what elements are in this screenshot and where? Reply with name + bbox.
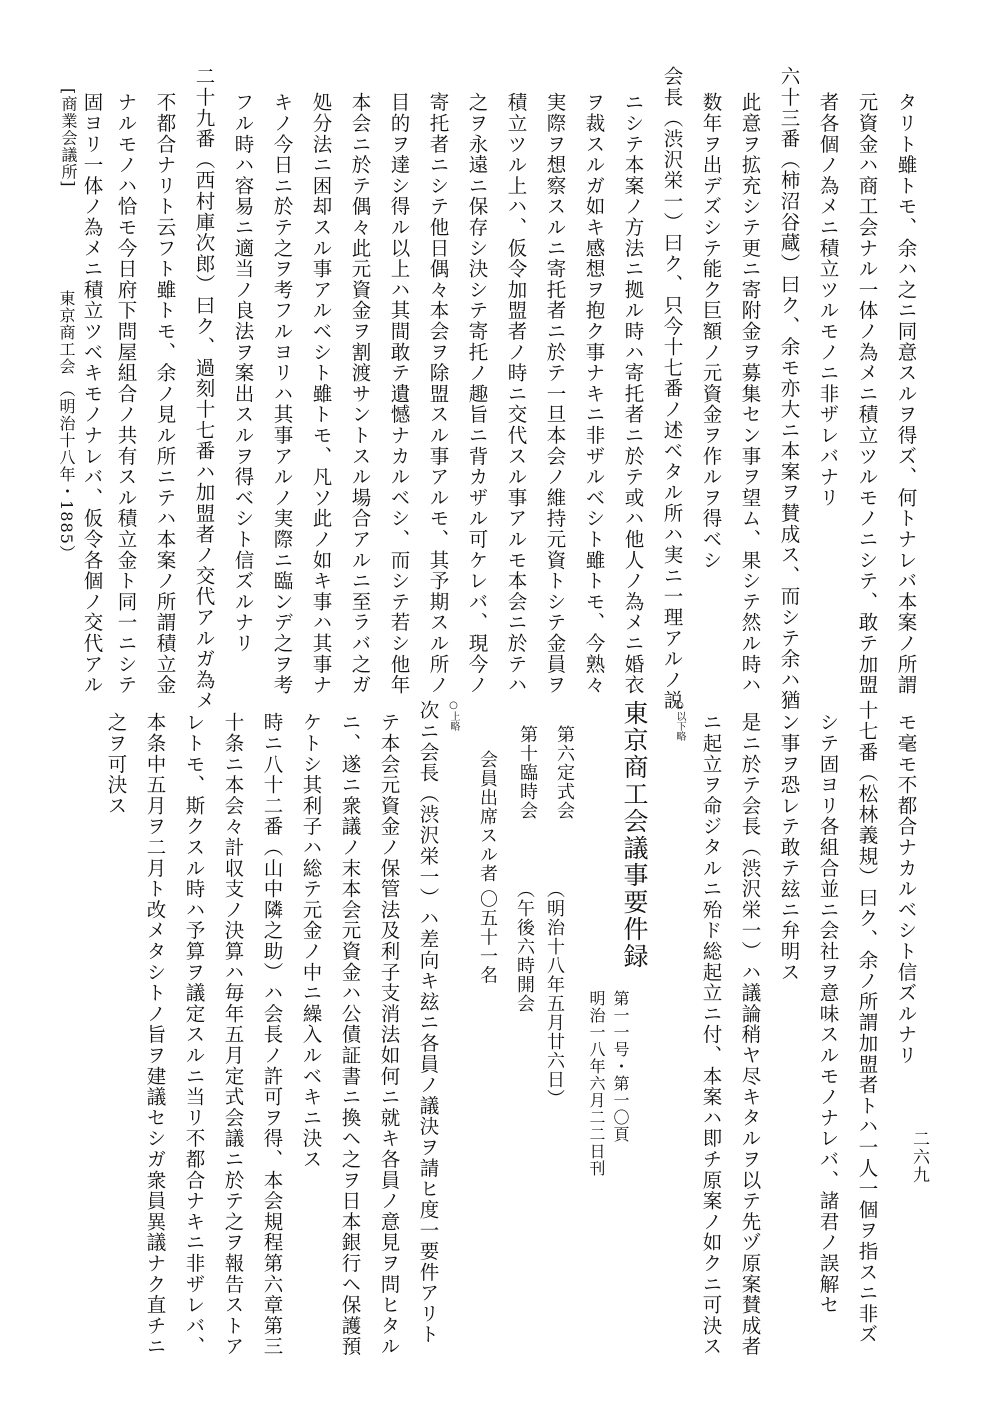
text-column: 是ニ於テ会長（渋沢栄一）ハ議論稍ヤ尽キタルヲ以テ先ヅ原案賛成者 xyxy=(738,712,762,1357)
text-column: ケトシ其利子ハ総テ元金ノ中ニ繰入ルベキニ決ス xyxy=(299,712,323,1170)
source-label: [商業会議所] xyxy=(59,88,78,188)
text-column: 次ニ会長（渋沢栄一）ハ差向キ玆ニ各員ノ議決ヲ請ヒ度一要件アリト xyxy=(416,700,440,1345)
text-column: 者各個ノ為メニ積立ツルモノニ非ザレバナリ xyxy=(816,92,840,508)
text-column: 二十九番（西村庫次郎）曰ク、過刻十七番ハ加盟者ノ交代アルガ為メ xyxy=(192,66,216,711)
text-column: 六十三番（柿沼谷蔵）曰ク、余モ亦大ニ本案ヲ賛成ス、而シテ余ハ猶 xyxy=(777,66,801,711)
text-column: フル時ハ容易ニ適当ノ良法ヲ案出スルヲ得ベシト信ズルナリ xyxy=(231,92,255,654)
record-title: 東京商工会議事要件録 xyxy=(620,700,649,970)
record-date: 明治一八年六月二二日刊 xyxy=(587,990,606,1177)
text-column: ナルモノハ恰モ今日府下問屋組合ノ共有スル積立金ト同一ニシテ xyxy=(114,92,138,696)
text-column: 寄托者ニシテ他日偶々本会ヲ除盟スル事アルモ、其予期スル所ノ xyxy=(426,92,450,696)
text-column: テ本会元資金ノ保管法及利子支消法如何ニ就キ各員ノ意見ヲ問ヒタル xyxy=(377,712,401,1357)
text-column: ヲ裁スルガ如キ感想ヲ抱ク事ナキニ非ザルベシト雖トモ、今熟々 xyxy=(582,92,606,696)
text-column: 元資金ハ商工会ナル一体ノ為メニ積立ツルモノニシテ、敢テ加盟 xyxy=(855,92,879,696)
meeting-name-1: 第六定式会 xyxy=(554,725,575,820)
page-number: 二六九 xyxy=(909,1130,929,1184)
omission-note: ○以下略 xyxy=(674,700,685,741)
text-column: レトモ、斯クスル時ハ予算ヲ議定スルニ当リ不都合ナキニ非ザレバ、 xyxy=(182,712,206,1357)
text-column: キノ今日ニ於テ之ヲ考フルヨリハ其事アルノ実際ニ臨ンデ之ヲ考 xyxy=(270,92,294,696)
text-column: ン事ヲ恐レテ敢テ玆ニ弁明ス xyxy=(777,712,801,983)
text-column: 積立ツル上ハ、仮令加盟者ノ時ニ交代スル事アルモ本会ニ於テハ xyxy=(504,92,528,696)
text-column: 時ニ八十二番（山中隣之助）ハ会長ノ許可ヲ得、本会規程第六章第三 xyxy=(260,712,284,1357)
meeting-name-2: 第十臨時会 xyxy=(517,725,538,820)
text-column: 本条中五月ヲ二月ト改メタシトノ旨ヲ建議セシガ衆員異議ナク直チニ xyxy=(143,712,167,1357)
text-column: タリト雖トモ、余ハ之ニ同意スルヲ得ズ、何トナレバ本案ノ所謂 xyxy=(894,92,918,696)
text-column: 処分法ニ困却スル事アルベシト雖トモ、凡ソ此ノ如キ事ハ其事ナ xyxy=(309,92,333,696)
text-column: ニ、遂ニ衆議ノ末本会元資金ハ公債証書ニ換ヘ之ヲ日本銀行ヘ保護預 xyxy=(338,712,362,1357)
org-and-year: 東京商工会 （明治十八年・1885） xyxy=(57,290,76,562)
text-column: 十七番（松林義規）曰ク、余ノ所謂加盟者トハ一人一個ヲ指スニ非ズ xyxy=(855,700,879,1345)
text-column: シテ固ヨリ各組合並ニ会社ヲ意味スルモノナレバ、諸君ノ誤解セ xyxy=(816,712,840,1316)
text-column: ニシテ本案ノ方法ニ拠ル時ハ寄托者ニ於テ或ハ他人ノ為メニ婚衣 xyxy=(621,92,645,696)
text-column: 実際ヲ想察スルニ寄托者ニ於テ一旦本会ノ維持元資トシテ金員ヲ xyxy=(543,92,567,696)
attendance: 会員出席スル者 〇五十一名 xyxy=(477,750,498,985)
omission-note: ○上略 xyxy=(448,700,459,731)
text-column: 会長（渋沢栄一）曰ク、只今十七番ノ述ベタル所ハ実ニ一理アルノ説 xyxy=(660,66,684,711)
text-column: 本会ニ於テ偶々此元資金ヲ割渡サントスル場合アルニ至ラバ之ガ xyxy=(348,92,372,696)
meeting-time: （午後六時開会 xyxy=(514,880,535,1013)
text-column: モ毫モ不都合ナカルベシト信ズルナリ xyxy=(894,712,918,1066)
text-column: 之ヲ永遠ニ保存シ決シテ寄托ノ趣旨ニ背カザル可ケレバ、現今ノ xyxy=(465,92,489,696)
text-column: 目的ヲ達シ得ル以上ハ其間敢テ遺憾ナカルベシ、而シテ若シ他年 xyxy=(387,92,411,696)
record-issue: 第一一号・第一〇頁 xyxy=(611,990,630,1143)
text-column: 数年ヲ出デズシテ能ク巨額ノ元資金ヲ作ルヲ得ベシ xyxy=(699,92,723,571)
text-column: 之ヲ可決ス xyxy=(104,712,128,816)
text-column: 不都合ナリト云フト雖トモ、余ノ見ル所ニテハ本案ノ所謂積立金 xyxy=(153,92,177,696)
text-column: ニ起立ヲ命ジタルニ殆ド総起立ニ付、本案ハ即チ原案ノ如クニ可決ス xyxy=(699,712,723,1357)
text-column: 固ヨリ一体ノ為メニ積立ツベキモノナレバ、仮令各個ノ交代アル xyxy=(80,92,104,696)
meeting-date: （明治十八年五月廿六日） xyxy=(544,880,565,1108)
text-column: 此意ヲ拡充シテ更ニ寄附金ヲ募集セン事ヲ望ム、果シテ然ル時ハ xyxy=(738,92,762,696)
text-column: 十条ニ本会々計収支ノ決算ハ毎年五月定式会議ニ於テ之ヲ報告ストア xyxy=(221,712,245,1357)
